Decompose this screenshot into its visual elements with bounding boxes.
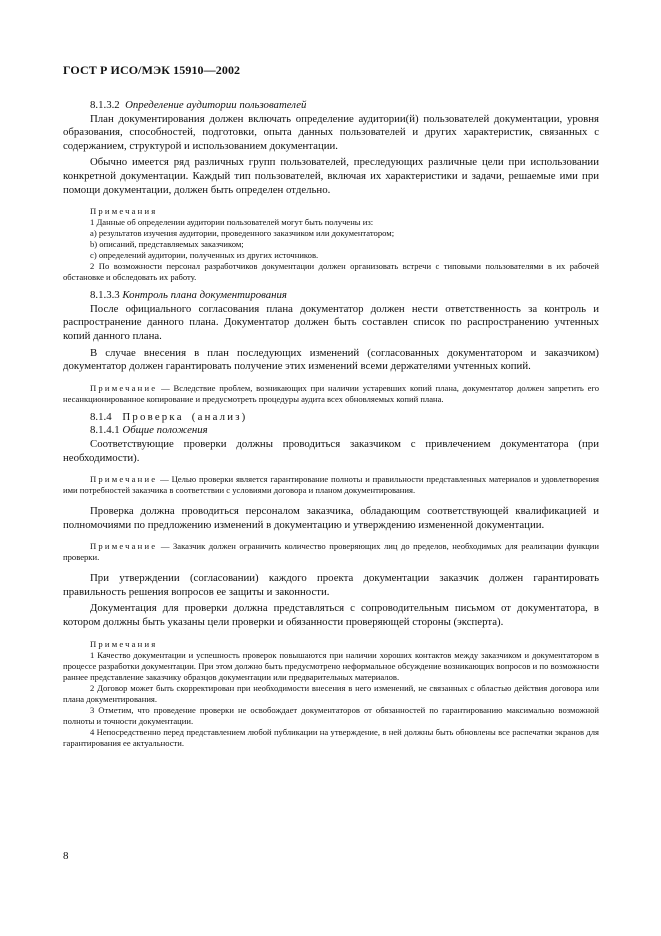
note-label: Примечание [90,382,158,393]
section-8-1-3-3-heading [63,289,599,303]
section-number: 8.1.3.2 [90,99,120,111]
note-item: 1 Качество документации и успешность проверок повышаются при наличии хороших контактов между заказчиком и документатором в процессе разработки документации. При этом должно быть предусмотрено неформальное обсуждение возникающих вопросов и по возможности раннее представление заказчику образцов документации или предварительных материалов. [63,649,599,682]
document-header: ГОСТ Р ИСО/МЭК 15910—2002 [63,63,241,77]
note-body: — Заказчик должен ограничить количество проверяющих лиц до пределов, необходимых для реализации функции проверки. [63,541,599,563]
note-label: Примечание [90,474,158,485]
note [63,383,599,405]
notes-block [63,639,599,749]
notes-block [63,206,599,283]
paragraph: План документирования должен включать определение аудитории(й) пользователей документации, уровня образования, способностей, подготовки, опыта данных пользователей и других характеристик, связанных с содержанием, структурой и использованием документации. [63,112,599,152]
notes-label: Примечания [90,206,158,217]
note-body: — Вследствие проблем, возникающих при наличии устаревших копий плана, документатор должен запретить его несанкционированное копирование и предусмотреть процедуры аудита всех обновляемых копий плана. [63,382,599,404]
paragraph: Обычно имеется ряд различных групп пользователей, преследующих различные цели при использовании конкретной документации. Каждый тип пользователей, включая их характеристики и задачи, решаемые ими при помощи документации, должен быть определен отдельно. [63,156,599,196]
page-content [63,99,599,749]
section-number: 8.1.4.1 [90,424,120,437]
note-item: 3 Отметим, что проведение проверки не освобождает документаторов от обязанностей по гарантированию максимально возможной полноты и точности документации. [63,704,599,726]
section-subtitle: (анализ) [191,410,248,423]
section-8-1-4-1-heading [63,424,599,438]
section-title: Проверка [122,410,184,423]
section-title: Общие положения [122,424,208,437]
notes-label: Примечания [90,638,158,649]
note-item: 1 Данные об определении аудитории пользователей могут быть получены из: [90,217,374,228]
paragraph: После официального согласования плана документатор должен нести ответственность за контроль и распространение данного плана. Документатор должен быть составлен список по распространению учтенных копий данного плана. [63,302,599,342]
section-8-1-3-2-heading [63,99,599,113]
section-number: 8.1.4 [90,410,112,423]
note-item: 2 Договор может быть скорректирован при необходимости внесения в него изменений, не связанных с областью действия договора или плана документирования. [63,682,599,704]
section-8-1-4-heading [63,411,599,425]
note [63,474,599,496]
note-list-item: b) описаний, представляемых заказчиком; [90,239,244,250]
note-list-item: с) определений аудитории, полученных из других источников. [90,250,319,261]
note [63,541,599,563]
note-item: 2 По возможности персонал разработчиков документации должен организовать встречи с типовыми пользователями в их рабочей обстановке и обследовать их работу. [63,261,599,283]
paragraph: Документация для проверки должна представляться с сопроводительным письмом от документатора, в котором должны быть указаны цели проверки и обязанности проверяющей стороны (эксперта). [63,602,599,629]
note-label: Примечание [90,541,158,552]
note-body: — Целью проверки является гарантирование полноты и правильности представленных материалов и удовлетворения ими потребностей заказчика в соответствии с условиями договора и планом документирования. [63,474,599,496]
note-list-item: а) результатов изучения аудитории, проведенного заказчиком или документатором; [90,228,395,239]
paragraph: Проверка должна проводиться персоналом заказчика, обладающим соответствующей квалификацией и полномочиями по предложению изменений в документацию и утверждению измененной документации. [63,505,599,531]
section-title: Контроль плана документирования [122,289,287,302]
paragraph: Соответствующие проверки должны проводиться заказчиком с привлечением документатора (при необходимости). [63,437,599,464]
page-number: 8 [63,850,69,862]
paragraph: При утверждении (согласовании) каждого проекта документации заказчик должен гарантировать правильность решения вопросов ее защиты и законности. [63,572,599,598]
paragraph: В случае внесения в план последующих изменений (согласованных документатором и заказчиком) документатор должен гарантировать получение этих изменений всеми держателями учтенных копий. [63,346,599,373]
note-item: 4 Непосредственно перед представлением любой публикации на утверждение, в ней должны быть обновлены все распечатки экранов для гарантирования ее актуальности. [63,726,599,748]
section-title: Определение аудитории пользователей [125,99,307,111]
section-number: 8.1.3.3 [90,289,120,302]
